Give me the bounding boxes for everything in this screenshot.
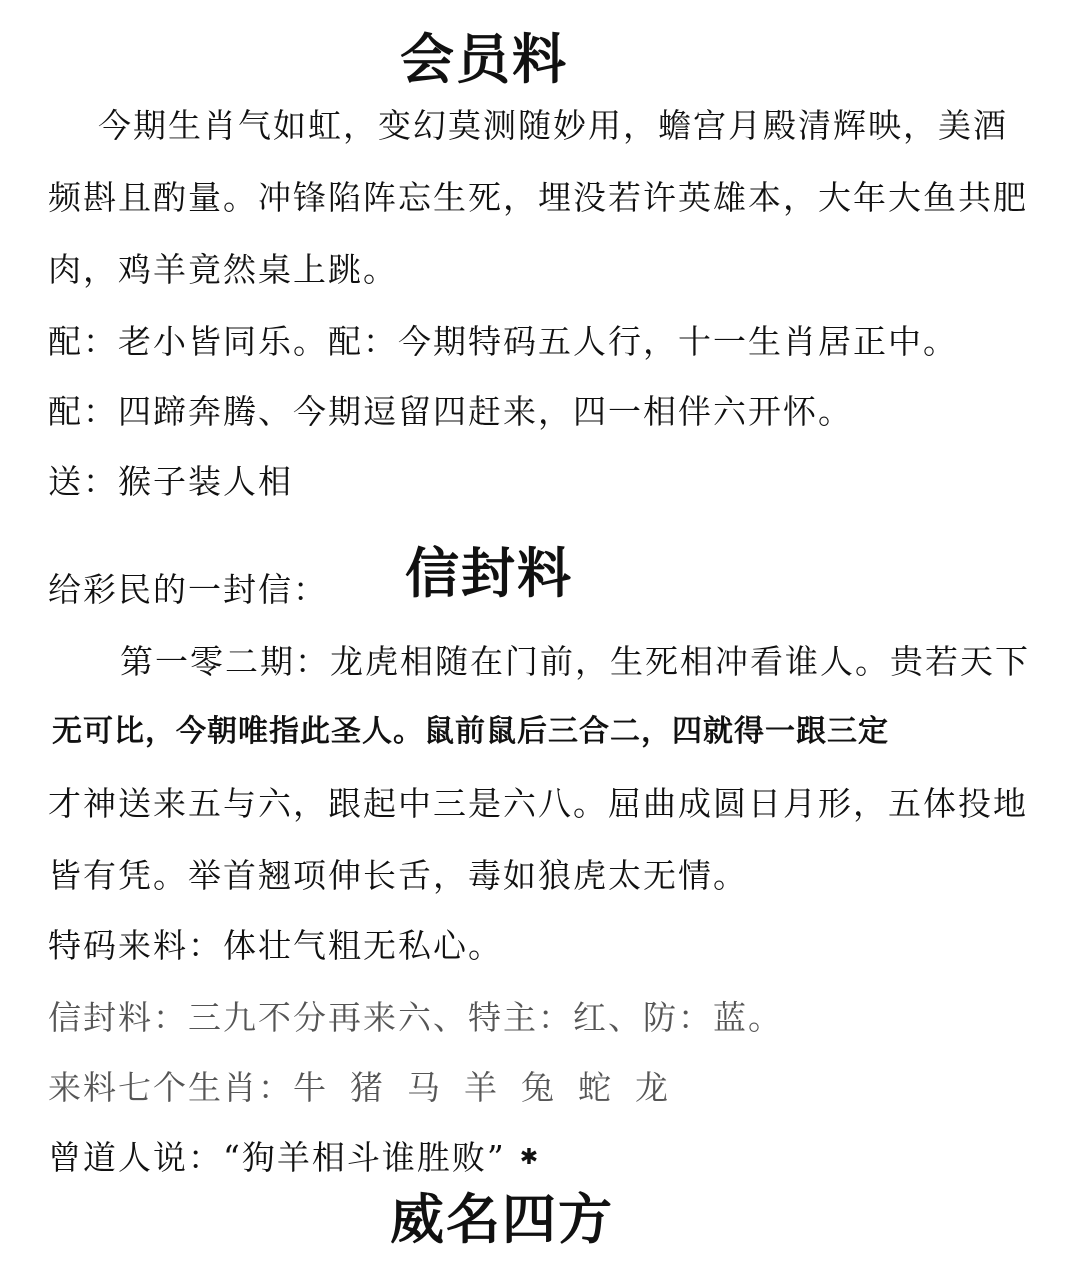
- song-text: 猴子装人相: [118, 462, 293, 501]
- section-title-huiyuan: 会员料: [400, 28, 568, 91]
- zodiac-item: 羊: [464, 1068, 499, 1107]
- qige-line: [48, 1068, 670, 1108]
- qige-label: 来料七个生肖：: [48, 1068, 293, 1107]
- pei-label: 配：: [48, 322, 118, 361]
- zeng-text: “狗羊相斗谁胜败”: [223, 1138, 506, 1177]
- pei-line-2: [48, 392, 853, 432]
- letter-line-3: 才神送来五与六，跟起中三是六八。屈曲成圆日月形，五体投地: [48, 784, 1028, 823]
- zodiac-item: 龙: [635, 1068, 670, 1107]
- xinfeng-label: 信封料：: [48, 998, 188, 1037]
- letter-intro: 给彩民的一封信：: [48, 570, 328, 609]
- zodiac-item: 马: [407, 1068, 442, 1107]
- tema-line: [48, 926, 503, 966]
- poem-line-3: 肉，鸡羊竟然桌上跳。: [48, 250, 398, 289]
- zodiac-item: 蛇: [578, 1068, 613, 1107]
- zeng-label: 曾道人说：: [48, 1138, 223, 1177]
- letter-line-4: 皆有凭。举首翘项伸长舌，毒如狼虎太无情。: [48, 856, 748, 895]
- pei-label: 配：: [48, 392, 118, 431]
- letter-line-1: 第一零二期：龙虎相随在门前，生死相冲看谁人。贵若天下: [120, 642, 1030, 681]
- asterisk-mark-icon: ✱: [519, 1145, 541, 1170]
- zodiac-item: 兔: [521, 1068, 556, 1107]
- xinfeng-line: [48, 998, 783, 1038]
- section-title-weiming: 威名四方: [390, 1188, 614, 1251]
- pei-line-1: [48, 322, 958, 362]
- tema-label: 特码来料：: [48, 926, 223, 965]
- pei-text: 老小皆同乐。配：今期特码五人行，十一生肖居正中。: [118, 322, 958, 361]
- zodiac-item: 猪: [350, 1068, 385, 1107]
- letter-line-2: 无可比，今朝唯指此圣人。鼠前鼠后三合二，四就得一跟三定: [52, 714, 889, 749]
- zodiac-item: 牛: [293, 1068, 328, 1107]
- section-title-xinfeng: 信封料: [405, 542, 573, 605]
- zeng-line: [48, 1138, 540, 1178]
- song-label: 送：: [48, 462, 118, 501]
- pei-text: 四蹄奔腾、今期逗留四赶来，四一相伴六开怀。: [118, 392, 853, 431]
- xinfeng-text: 三九不分再来六、特主：红、防：蓝。: [188, 998, 783, 1037]
- tema-text: 体壮气粗无私心。: [223, 926, 503, 965]
- poem-line-2: 频斟且酌量。冲锋陷阵忘生死，埋没若许英雄本，大年大鱼共肥: [48, 178, 1028, 217]
- song-line: [48, 462, 293, 502]
- poem-line-1: 今期生肖气如虹，变幻莫测随妙用，蟾宫月殿清辉映，美酒: [98, 106, 1008, 145]
